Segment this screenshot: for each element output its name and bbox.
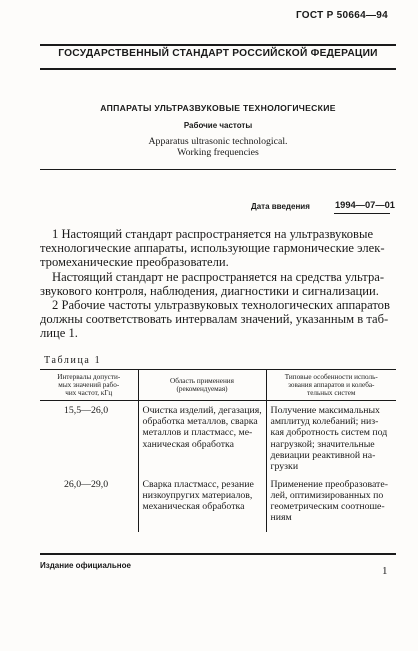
- cell-line: девиации реактивной на-: [270, 449, 376, 461]
- header-line: (рекомендуемая): [176, 385, 228, 393]
- page-number: 1: [382, 565, 388, 577]
- header-features: [266, 370, 396, 401]
- cell-line: ниям: [270, 512, 292, 524]
- cell-line: Применение преобразовате-: [270, 478, 388, 490]
- paragraph-line: звукового контроля, наблюдения, диагностики и сигнализации.: [40, 284, 379, 298]
- title-separator-rule: [40, 169, 396, 170]
- cell-line: нагрузкой; значительные: [270, 438, 375, 450]
- standard-subtitle: Рабочие частоты: [183, 121, 253, 130]
- date-underline: [334, 213, 390, 214]
- cell-line: амплитуд колебаний; низ-: [270, 416, 379, 428]
- header-interval: [40, 370, 138, 401]
- cell-line: ханическая обработка: [142, 438, 235, 450]
- cell-line: грузки: [270, 461, 299, 473]
- header-line: чих частот, кГц: [65, 389, 113, 398]
- paragraph-line: тромеханические преобразователи.: [40, 255, 229, 269]
- cell-line: металлов и пластмасс, ме-: [142, 427, 253, 439]
- table-row: [40, 401, 396, 473]
- header-application-area: [138, 370, 266, 401]
- header-line: зования аппаратов и колеба-: [288, 380, 375, 389]
- frequency-table: [40, 369, 396, 532]
- cell-line: геометрическим соотноше-: [270, 500, 385, 512]
- table-caption: Таблица 1: [44, 355, 102, 366]
- cell-line: Очистка изделий, дегазация,: [142, 405, 262, 416]
- cell-features: [266, 473, 396, 533]
- paragraph-line: 1 Настоящий стандарт распространяется на ультразвуковые: [52, 227, 374, 241]
- cell-application-area: [138, 401, 266, 473]
- cell-line: кая добротность систем под: [270, 427, 388, 439]
- cell-interval: 15,5—26,0: [40, 401, 138, 473]
- footer-rule: [40, 553, 396, 555]
- table-header-row: [40, 370, 396, 401]
- paragraph-line: Настоящий стандарт не распространяется на средства ультра-: [52, 270, 385, 284]
- edition-label: Издание официальное: [40, 561, 131, 570]
- cell-line: лей, оптимизированных по: [270, 489, 384, 501]
- paragraph-line: лице 1.: [40, 326, 78, 340]
- header-line: мых значений рабо-: [58, 380, 120, 389]
- header-rule-top: [40, 44, 396, 46]
- paragraph-line: 2 Рабочие частоты ультразвуковых технологических аппаратов: [52, 298, 390, 312]
- paragraph-scope: [40, 227, 394, 269]
- paragraph-frequencies: [40, 298, 394, 340]
- table-row: [40, 473, 396, 533]
- cell-line: механическая обработка: [142, 500, 245, 512]
- organization-title: ГОСУДАРСТВЕННЫЙ СТАНДАРТ РОССИЙСКОЙ ФЕДЕРАЦИИ: [58, 48, 378, 59]
- header-line: Интервалы допусти-: [57, 372, 121, 381]
- cell-features: [266, 401, 396, 473]
- cell-interval: 26,0—29,0: [40, 473, 138, 533]
- cell-application-area: [138, 473, 266, 533]
- cell-line: Получение максимальных: [270, 405, 380, 416]
- cell-line: низкоупругих материалов,: [142, 489, 253, 501]
- header-rule-bottom: [40, 68, 396, 70]
- introduction-date-value: 1994—07—01: [335, 200, 395, 210]
- paragraph-exclusions: [40, 270, 394, 298]
- header-line: тельных систем: [307, 389, 356, 398]
- english-title-line-1: Apparatus ultrasonic technological.: [148, 136, 288, 147]
- english-title-line-2: Working frequencies: [177, 147, 259, 158]
- standard-title: АППАРАТЫ УЛЬТРАЗВУКОВЫЕ ТЕХНОЛОГИЧЕСКИЕ: [100, 103, 336, 113]
- introduction-date-label: Дата введения: [251, 202, 310, 211]
- header-line: Типовые особенности исполь-: [284, 372, 378, 381]
- paragraph-line: должны соответствовать интервалам значений, указанным в таб-: [40, 312, 389, 326]
- english-title: [40, 136, 396, 158]
- cell-line: обработка металлов, сварка: [142, 416, 258, 428]
- document-code: ГОСТ Р 50664—94: [295, 10, 388, 21]
- header-line: Область применения: [170, 376, 234, 385]
- paragraph-line: технологические аппараты, использующие гармонические элек-: [40, 241, 385, 255]
- cell-line: Сварка пластмасс, резание: [142, 478, 254, 490]
